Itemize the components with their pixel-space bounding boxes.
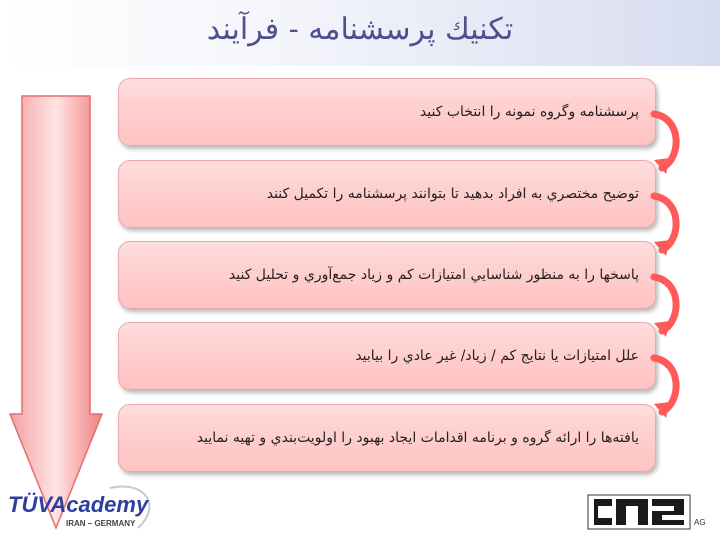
logo-right-subtext: AG — [694, 518, 706, 527]
down-arrow-icon — [8, 92, 104, 532]
cms-logo — [586, 493, 718, 535]
step-text-2: توضيح مختصري به افراد بدهيد تا بتوانند پرسشنامه را تكميل كنند — [266, 186, 639, 202]
curved-arrow-icon — [650, 190, 686, 260]
step-text-5: يافته‌ها را ارائه گروه و برنامه اقدامات ايجاد بهبود را اولويت‌بندي و تهيه نماييد — [196, 430, 639, 446]
step-box-1 — [118, 78, 656, 146]
step-box-2 — [118, 160, 656, 228]
curved-arrow-icon — [650, 352, 686, 422]
curved-arrow-icon — [650, 271, 686, 341]
logo-left-text: TÜVAcademy — [8, 492, 149, 517]
step-box-4 — [118, 322, 656, 390]
step-box-5 — [118, 404, 656, 472]
tuv-academy-logo — [6, 476, 156, 538]
step-text-3: پاسخها را به منظور شناسايي امتيازات كم و زياد جمع‌آوري و تحليل كنيد — [228, 267, 639, 283]
step-text-4: علل امتيازات يا نتايج كم / زياد/ غير عادي را بيابيد — [355, 348, 639, 364]
step-box-3 — [118, 241, 656, 309]
step-text-1: پرسشنامه وگروه نمونه را انتخاب كنيد — [419, 104, 639, 120]
slide-title: تكنيك پرسشنامه - فرآيند — [206, 12, 514, 47]
process-steps — [118, 78, 658, 478]
logo-left-subtext: IRAN – GERMANY — [66, 519, 136, 528]
curved-arrow-icon — [650, 108, 686, 178]
